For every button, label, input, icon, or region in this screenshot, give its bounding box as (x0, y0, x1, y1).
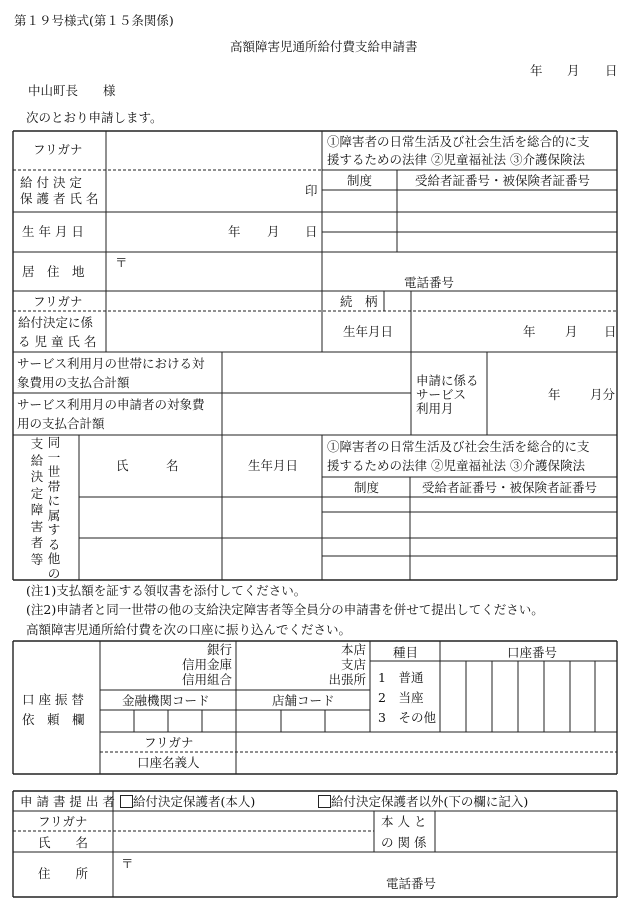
bank-label-2: 依 頼 欄 (22, 712, 85, 727)
member-birth-header: 生年月日 (248, 458, 299, 473)
bank-type-kumiai: 信用組合 (181, 672, 232, 687)
date-year: 年 (530, 63, 543, 78)
household-total-label-1: サービス利用月の世帯における対 (17, 356, 205, 371)
submitter-furigana-label: フリガナ (38, 814, 88, 829)
child-birth-day-unit: 日 (604, 324, 617, 339)
submitter-other-option: 給付決定保護者以外(下の欄に記入) (331, 794, 529, 809)
account-holder-label: 口座名義人 (137, 755, 200, 770)
applicant-total-label-2: 用の支払合計額 (17, 416, 105, 431)
form-title: 高額障害児通所給付費支給申請書 (230, 39, 418, 54)
transfer-intro: 高額障害児通所給付費を次の口座に振り込んでください。 (26, 622, 352, 637)
service-month-label-1: 申請に係る (416, 373, 479, 388)
member-name-header: 氏 名 (116, 458, 179, 473)
submitter-postal-mark: 〒 (121, 856, 134, 871)
postal-mark: 〒 (115, 255, 128, 270)
kind-option-other: 3 その他 (378, 710, 436, 725)
submitter-self-checkbox[interactable] (120, 795, 133, 808)
law2-line-1: ①障害者の日常生活及び社会生活を総合的に支 (327, 439, 590, 454)
phone-label: 電話番号 (404, 275, 455, 290)
system-header: 制度 (347, 173, 373, 188)
form-number: 第１９号様式(第１５条関係) (14, 13, 174, 28)
child-birth-year-unit: 年 (523, 324, 536, 339)
submitter-phone-label: 電話番号 (386, 876, 437, 891)
child-name-label-2: る 児 童 氏 名 (18, 334, 97, 349)
relation-label: 続 柄 (340, 294, 378, 309)
guardian-name-label-1: 給 付 決 定 (20, 175, 82, 190)
note-2: (注2)申請者と同一世帯の他の支給決定障害者等全員分の申請書を併せて提出してください。 (26, 602, 544, 617)
child-name-label-1: 給付決定に係 (18, 315, 94, 330)
cert-number-header: 受給者証番号・被保険者証番号 (415, 173, 591, 188)
system2-header: 制度 (354, 480, 380, 495)
address-label: 居 住 地 (22, 264, 85, 279)
addressee: 中山町長 様 (28, 83, 116, 98)
law-line-1: ①障害者の日常生活及び社会生活を総合的に支 (327, 134, 590, 149)
branch-type-branch: 支店 (340, 657, 366, 672)
birth-month-unit: 月 (267, 224, 280, 239)
birth-day-unit: 日 (305, 224, 318, 239)
bank-label-1: 口 座 振 替 (22, 692, 84, 707)
branch-type-office: 出張所 (328, 672, 366, 687)
bank-code-label: 金融機関コード (122, 693, 210, 708)
submitter-self-option: 給付決定保護者(本人) (133, 794, 256, 809)
account-number-header: 口座番号 (507, 645, 558, 660)
submitter-label: 申 請 書 提 出 者 (20, 794, 115, 809)
service-month-unit: 月分 (590, 387, 616, 402)
kind-option-current: 2 当座 (378, 690, 424, 705)
child-birth-label: 生年月日 (343, 324, 394, 339)
kind-header: 種目 (393, 645, 419, 660)
birth-year-unit: 年 (228, 224, 241, 239)
guardian-name-label-2: 保 護 者 氏 名 (20, 191, 99, 206)
household-total-label-2: 象費用の支払合計額 (17, 375, 130, 390)
note-1: (注1)支払額を証する領収書を添付してください。 (26, 583, 307, 598)
household-vertical-label-a: 支給決定障害者等 (30, 436, 44, 567)
household-vertical-label-b: 同一世帯に属する他の (47, 435, 61, 581)
law2-line-2: 援するための法律 ②児童福祉法 ③介護保険法 (327, 458, 585, 473)
child-furigana-label: フリガナ (33, 294, 83, 309)
service-year-unit: 年 (548, 387, 561, 402)
submitter-relation-label-2: の 関 係 (381, 835, 427, 850)
bank-furigana-label: フリガナ (144, 735, 194, 750)
submitter-other-checkbox[interactable] (318, 795, 331, 808)
guardian-furigana-label: フリガナ (33, 142, 83, 157)
law-line-2: 援するための法律 ②児童福祉法 ③介護保険法 (327, 152, 585, 167)
applicant-total-label-1: サービス利用月の申請者の対象費 (17, 397, 205, 412)
date-month: 月 (567, 63, 580, 78)
submitter-address-label: 住 所 (38, 866, 89, 881)
service-month-label-2: サービス (416, 387, 467, 402)
birth-date-label: 生 年 月 日 (22, 224, 84, 239)
kind-option-savings: 1 普通 (378, 670, 424, 685)
bank-type-shinkin: 信用金庫 (181, 657, 232, 672)
branch-code-label: 店舗コード (272, 693, 335, 708)
submitter-name-label: 氏 名 (38, 835, 89, 850)
branch-type-main: 本店 (340, 642, 366, 657)
child-birth-month-unit: 月 (565, 324, 578, 339)
date-day: 日 (605, 63, 618, 78)
submitter-relation-label-1: 本 人 と (381, 814, 427, 829)
service-month-label-3: 利用月 (416, 401, 454, 416)
cert2-number-header: 受給者証番号・被保険者証番号 (422, 480, 598, 495)
intro-text: 次のとおり申請します。 (26, 110, 163, 125)
bank-type-bank: 銀行 (206, 642, 232, 657)
seal-mark: 印 (305, 183, 318, 198)
